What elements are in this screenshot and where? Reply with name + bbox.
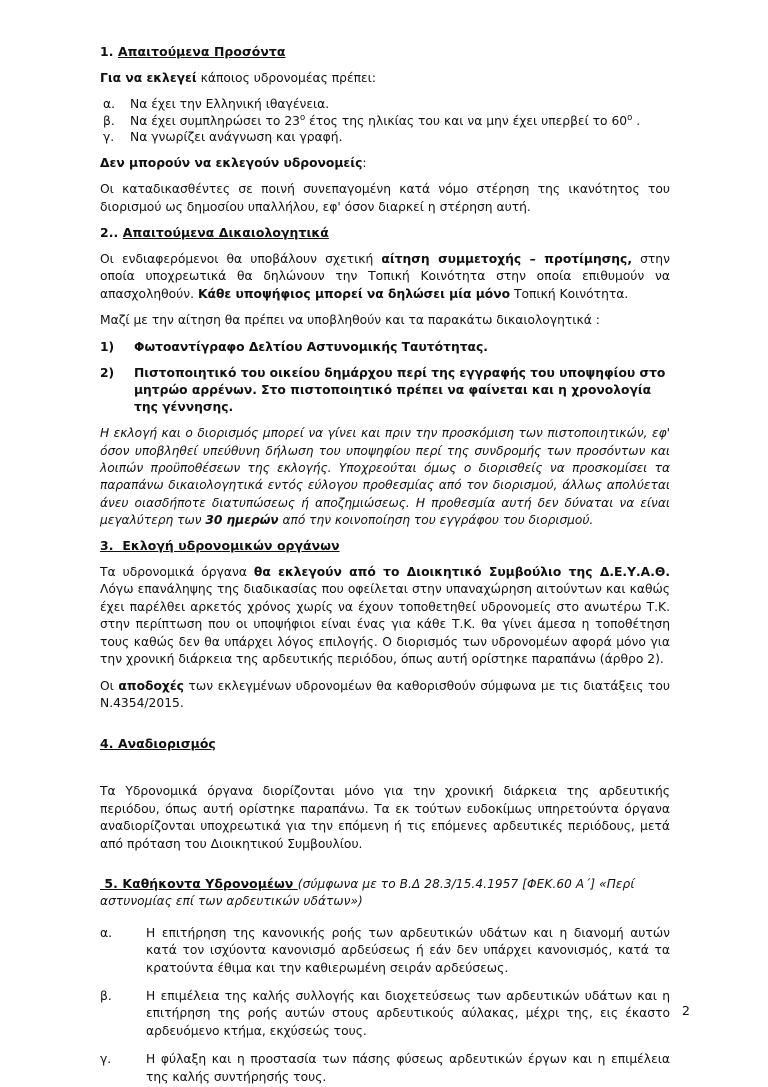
list-marker: 1)	[100, 339, 115, 354]
s2-p1-bold-1: αίτηση συμμετοχής – προτίμησης,	[381, 251, 632, 266]
list-item	[100, 113, 670, 129]
section-5-number: 5.	[104, 876, 118, 892]
list-item	[100, 1051, 670, 1086]
list-marker: β.	[103, 113, 115, 128]
spacer	[100, 761, 670, 783]
section-3-heading	[100, 538, 670, 555]
section-5-title: Καθήκοντα Υδρονομέων	[122, 876, 294, 892]
ordinal-superscript: ο	[627, 112, 633, 123]
section-5-reference: (σύμφωνα με το Β.Δ 28.3/15.4.1957 [ΦΕΚ.60 Α΄] «Περί αστυνομίας επί των αρδευτικών υδάτων»)	[100, 877, 635, 908]
section-4-number: 4.	[100, 735, 114, 751]
section-3-number: 3.	[100, 538, 114, 554]
section-1-subheading-rest: :	[362, 155, 367, 170]
section-1-subheading-bold: Δεν μπορούν να εκλεγούν υδρονομείς	[100, 155, 363, 170]
section-1-paragraph: Οι καταδικασθέντες σε ποινή συνεπαγομένη κατά νόμο στέρηση της ικανότητος του διορισμού ως δημοσίου υπαλλήλου, εφ' όσον διαρκεί η στέρηση αυτή.	[100, 182, 670, 214]
section-2-documents-list	[100, 339, 670, 417]
list-text: Να έχει την Ελληνική ιθαγένεια.	[130, 97, 330, 112]
section-4-paragraph: Τα Υδρονομικά όργανα διορίζονται μόνο για την χρονική διάρκεια της αρδευτικής περιόδου, όπως αυτή ορίστηκε παραπάνω. Τα εκ τούτων ευδοκίμως υπηρετούντα όργανα αναδιορίζονται υποχρεωτικά για την επόμενη ή τις επόμενες αρδευτικές περιόδους, μετά από πρόταση του Διοικητικού Συμβουλίου.	[100, 784, 670, 851]
age-text-a: Να έχει συμπληρώσει το 23	[130, 113, 300, 128]
italic-note-deadline: 30 ημερών	[205, 512, 279, 527]
document-body	[100, 44, 670, 1087]
section-3-paragraph-1	[100, 564, 670, 669]
list-text	[130, 113, 670, 129]
section-2-paragraph-1	[100, 251, 670, 303]
s2-p1-bold-2: Κάθε υποψήφιος μπορεί να δηλώσει μία μόνο	[197, 286, 511, 301]
list-item	[100, 365, 670, 417]
section-1-qualification-list	[100, 96, 670, 145]
list-item	[100, 925, 670, 977]
s3-p1-b: Λόγω επανάληψης της διαδικασίας που οφείλεται στην υπαναχώρηση αιτούντων και καθώς έχει παρέλθει αρκετός χρόνος χωρίς να έχουν τοποθετηθεί υδρονομείς στο ανωτέρω Τ.Κ. στην περίπτωση που οι υποψήφιοι είναι ένας για κάθε Τ.Κ. θα γίνει άμεσα η τοποθέτηση τους καθώς δεν θα υπάρχει λόγος επιλογής. Ο διορισμός των υδρονομέων αφορά μόνο για την χρονική διάρκεια της αρδευτικής περιόδου, όπως αυτή ορίστηκε παραπάνω (άρθρο 2).	[100, 582, 670, 667]
page-number: 2	[682, 1003, 690, 1018]
list-item	[100, 96, 670, 112]
section-4-heading	[100, 736, 670, 753]
list-item	[100, 129, 670, 145]
italic-note-b: από την κοινοποίηση του εγγράφου του διορισμού.	[278, 512, 594, 527]
s2-p1-c: Τοπική Κοινότητα.	[510, 286, 629, 301]
section-3-paragraph-2	[100, 678, 670, 713]
list-marker: γ.	[100, 1052, 112, 1067]
list-text: Φωτοαντίγραφο Δελτίου Αστυνομικής Ταυτότητας.	[134, 339, 488, 354]
list-text: Πιστοποιητικό του οικείου δημάρχου περί της εγγραφής του υποψηφίου στο μητρώο αρρένων. Στο πιστοποιητικό πρέπει να φαίνεται και η χρονολογία της γέννησης.	[134, 365, 666, 415]
s2-p1-a: Οι ενδιαφερόμενοι θα υποβάλουν σχετική	[100, 251, 382, 266]
list-item	[100, 339, 670, 356]
section-1-heading	[100, 44, 670, 61]
list-marker: α.	[100, 925, 113, 940]
section-2-italic-note	[100, 425, 670, 529]
list-marker: β.	[100, 989, 112, 1004]
s3-p2-a: Οι	[100, 678, 119, 693]
s3-p1-bold: θα εκλεγούν από το Διοικητικό Συμβούλιο της Δ.Ε.Υ.Α.Θ.	[253, 565, 670, 580]
list-text: Η φύλαξη και η προστασία των πάσης φύσεως αρδευτικών έργων και η επιμέλεια της καλής συντήρησής τους.	[146, 1052, 670, 1084]
section-5-duties-list	[100, 925, 670, 1087]
list-item	[100, 988, 670, 1040]
s3-p2-bold: αποδοχές	[118, 678, 184, 693]
section-2-paragraph-2: Μαζί με την αίτηση θα πρέπει να υποβληθούν και τα παρακάτω δικαιολογητικά :	[100, 313, 600, 328]
section-2-number: 2..	[100, 224, 119, 240]
section-2-heading	[100, 225, 670, 242]
list-text: Να γνωρίζει ανάγνωση και γραφή.	[130, 130, 343, 145]
list-marker: 2)	[100, 365, 115, 380]
spacer	[100, 722, 670, 736]
s2-p1-b: στην οποία υποχρεωτικά θα δηλώνουν την Τοπική Κοινότητα στην οποία επιθυμούν να απασχοληθούν.	[100, 251, 670, 301]
section-1-lead	[100, 70, 670, 87]
s3-p2-b: των εκλεγμένων υδρονομέων θα καθορισθούν σύμφωνα με τις διατάξεις του Ν.4354/2015.	[100, 678, 671, 711]
list-marker: α.	[103, 97, 116, 112]
list-text: Η επιτήρηση της κανονικής ροής των αρδευτικών υδάτων και η διανομή αυτών κατά τον ισχύοντα κανονισμό αρδεύσεως ή εάν δεν υπάρχει κανονισμός, κατά τα κρατούντα έθιμα και την καθιερωμένη σειράν αρδεύσεως.	[146, 925, 670, 975]
age-text-b: έτος της ηλικίας του και να μην έχει υπερβεί το 60	[305, 113, 628, 128]
age-text-c: .	[632, 113, 641, 128]
section-5-heading	[100, 876, 670, 909]
italic-note-a: Η εκλογή και ο διορισμός μπορεί να γίνει και πριν την προσκόμιση των πιστοποιητικών, εφ' όσον υποβληθεί υπεύθυνη δήλωση του υποψηφίου περί της συνδρομής των προσόντων και λοιπών προϋποθέσεων της εκλογής. Υποχρεούται όμως ο διορισθείς να προσκομίσει τα παραπάνω δικαιολογητικά εντός εύλογου προθεσμίας από τον διορισμού, άλλως απολύεται άνευ οιασδήποτε διατυπώσεως ή αποζημιώσεως. Η προθεσμία αυτή δεν δύναται να είναι μεγαλύτερη των	[100, 426, 670, 527]
ordinal-superscript: ο	[299, 112, 306, 123]
section-1-subheading	[100, 155, 670, 172]
s3-p1-a: Τα υδρονομικά όργανα	[100, 565, 254, 580]
section-1-title: Απαιτούμενα Προσόντα	[117, 44, 286, 59]
section-2-title: Απαιτούμενα Δικαιολογητικά	[122, 224, 329, 240]
list-text: Η επιμέλεια της καλής συλλογής και διοχετεύσεως των αρδευτικών υδάτων και η επιτήρηση της ροής αυτών στους αρδευτικούς αύλακας, μέχρι της, εις έκαστο αρδευόμενο κτήμα, εκχύσεώς τους.	[146, 989, 670, 1038]
section-3-title: Εκλογή υδρονομικών οργάνων	[122, 538, 340, 554]
list-marker: γ.	[103, 130, 115, 145]
section-1-number: 1.	[100, 44, 114, 59]
section-1-lead-rest: κάποιος υδρονομέας πρέπει:	[200, 70, 376, 85]
spacer	[100, 862, 670, 876]
section-1-lead-bold: Για να εκλεγεί	[100, 70, 197, 85]
section-4-title: Αναδιορισμός	[117, 735, 216, 751]
